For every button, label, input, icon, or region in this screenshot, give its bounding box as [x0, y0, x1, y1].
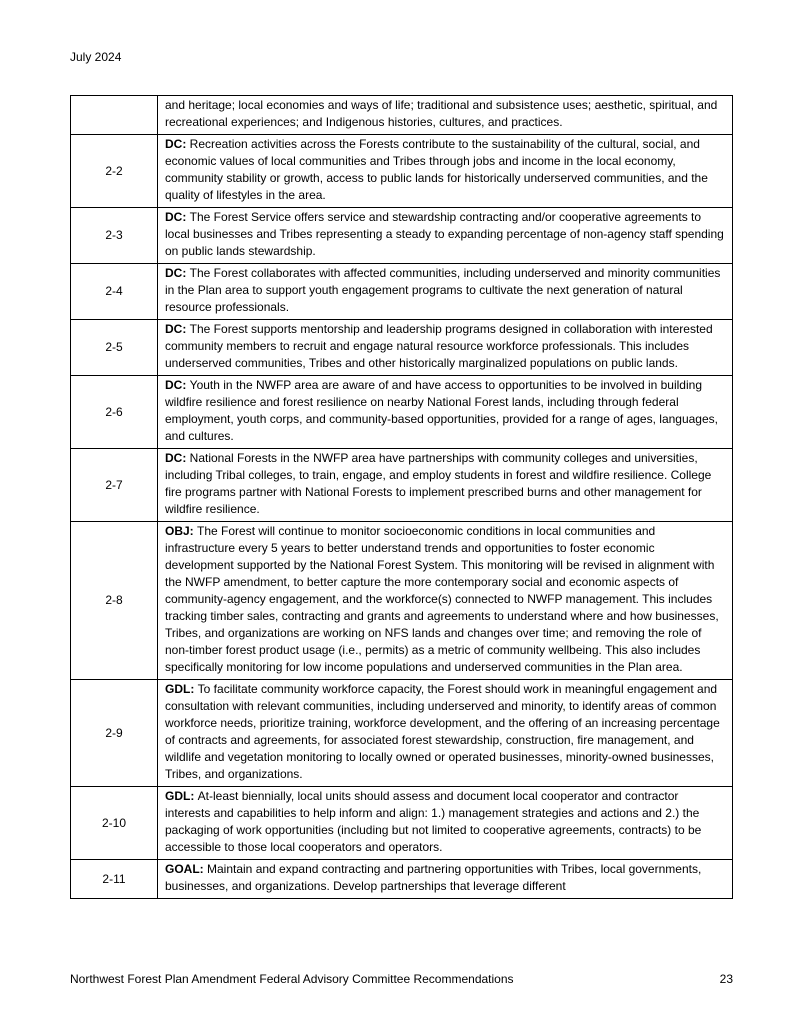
- recommendations-table: [70, 95, 733, 899]
- row-text-cell: and heritage; local economies and ways of life; traditional and subsistence uses; aesthetic, spiritual, and recreational experiences; and Indigenous histories, cultures, and practices.: [158, 96, 733, 135]
- table-row: [71, 320, 733, 376]
- row-type-label: GOAL:: [165, 862, 207, 876]
- table-row: [71, 787, 733, 860]
- row-type-label: GDL:: [165, 682, 198, 696]
- row-text-cell: GOAL: Maintain and expand contracting and partnering opportunities with Tribes, local governments, businesses, and organizations. Develop partnerships that leverage different: [158, 860, 733, 899]
- footer-page-number: 23: [719, 972, 733, 986]
- table-row: [71, 860, 733, 899]
- row-text-cell: DC: Recreation activities across the Forests contribute to the sustainability of the cultural, social, and economic values of local communities and Tribes through jobs and income in the local economy, community stability or growth, access to public lands for historically underserved communities, and the quality of lifestyles in the area.: [158, 135, 733, 208]
- row-type-label: DC:: [165, 378, 190, 392]
- page-footer: [70, 972, 733, 986]
- table-row: [71, 264, 733, 320]
- row-type-label: DC:: [165, 210, 190, 224]
- row-text-cell: OBJ: The Forest will continue to monitor socioeconomic conditions in local communities and infrastructure every 5 years to better understand trends and opportunities to foster economic development supported by the National Forest System. This monitoring will be revised in alignment with the NWFP amendment, to better capture the more contemporary social and economic aspects of community-agency engagement, and the workforce(s) connected to NWFP management. This includes tracking timber sales, contracting and grants and agreements to understand where and how businesses, Tribes, and organizations are working on NFS lands and changes over time; and removing the role of non-timber forest product usage (i.e., permits) as a metric of community wellbeing. This also includes specifically monitoring for low income populations and underserved communities in the Plan area.: [158, 522, 733, 680]
- row-text-cell: DC: The Forest collaborates with affected communities, including underserved and minority communities in the Plan area to support youth engagement programs to cultivate the next generation of natural resource professionals.: [158, 264, 733, 320]
- row-text-cell: DC: The Forest Service offers service and stewardship contracting and/or cooperative agreements to local businesses and Tribes representing a steady to expanding percentage of non-agency staff spending on public lands stewardship.: [158, 208, 733, 264]
- recommendations-table-body: [71, 96, 733, 899]
- row-text-cell: DC: National Forests in the NWFP area have partnerships with community colleges and universities, including Tribal colleges, to train, engage, and employ students in forest and wildfire resilience. College fire programs partner with National Forests to implement prescribed burns and other management for wildfire resilience.: [158, 449, 733, 522]
- row-text-cell: GDL: At-least biennially, local units should assess and document local cooperator and contractor interests and capabilities to help inform and align: 1.) management strategies and actions and 2.) the packaging of work opportunities (including but not limited to cooperative agreements, contracts) to be accessible to those local cooperators and operators.: [158, 787, 733, 860]
- table-row: [71, 208, 733, 264]
- row-type-label: DC:: [165, 137, 190, 151]
- row-id-cell: 2-11: [71, 860, 158, 899]
- table-row: [71, 135, 733, 208]
- row-text-cell: DC: The Forest supports mentorship and leadership programs designed in collaboration with interested community members to recruit and engage natural resource workforce professionals. This includes underserved communities, Tribes and other historically marginalized populations on public lands.: [158, 320, 733, 376]
- row-id-cell: [71, 96, 158, 135]
- row-id-cell: 2-7: [71, 449, 158, 522]
- table-row: [71, 376, 733, 449]
- table-row: [71, 680, 733, 787]
- row-type-label: OBJ:: [165, 524, 198, 538]
- row-id-cell: 2-8: [71, 522, 158, 680]
- table-row: [71, 449, 733, 522]
- row-type-label: DC:: [165, 451, 190, 465]
- row-id-cell: 2-9: [71, 680, 158, 787]
- footer-title: Northwest Forest Plan Amendment Federal Advisory Committee Recommendations: [70, 972, 514, 986]
- row-type-label: DC:: [165, 322, 190, 336]
- row-text-cell: DC: Youth in the NWFP area are aware of and have access to opportunities to be involved in building wildfire resilience and forest resilience on nearby National Forest lands, including through federal employment, youth corps, and community-based opportunities, provided for a range of ages, languages, and cultures.: [158, 376, 733, 449]
- row-id-cell: 2-2: [71, 135, 158, 208]
- row-id-cell: 2-3: [71, 208, 158, 264]
- row-type-label: GDL:: [165, 789, 198, 803]
- row-id-cell: 2-5: [71, 320, 158, 376]
- row-text-cell: GDL: To facilitate community workforce capacity, the Forest should work in meaningful engagement and consultation with relevant communities, including underserved and minority, to identify areas of common workforce needs, prioritize training, workforce development, and the offering of an increasing percentage of contracts and agreements, for associated forest stewardship, construction, fire management, and wildlife and vegetation monitoring to locally owned or operated businesses, minority-owned businesses, Tribes, and organizations.: [158, 680, 733, 787]
- row-id-cell: 2-4: [71, 264, 158, 320]
- row-id-cell: 2-6: [71, 376, 158, 449]
- row-type-label: DC:: [165, 266, 190, 280]
- row-id-cell: 2-10: [71, 787, 158, 860]
- table-row: [71, 96, 733, 135]
- page-header-date: July 2024: [70, 50, 122, 64]
- table-row: [71, 522, 733, 680]
